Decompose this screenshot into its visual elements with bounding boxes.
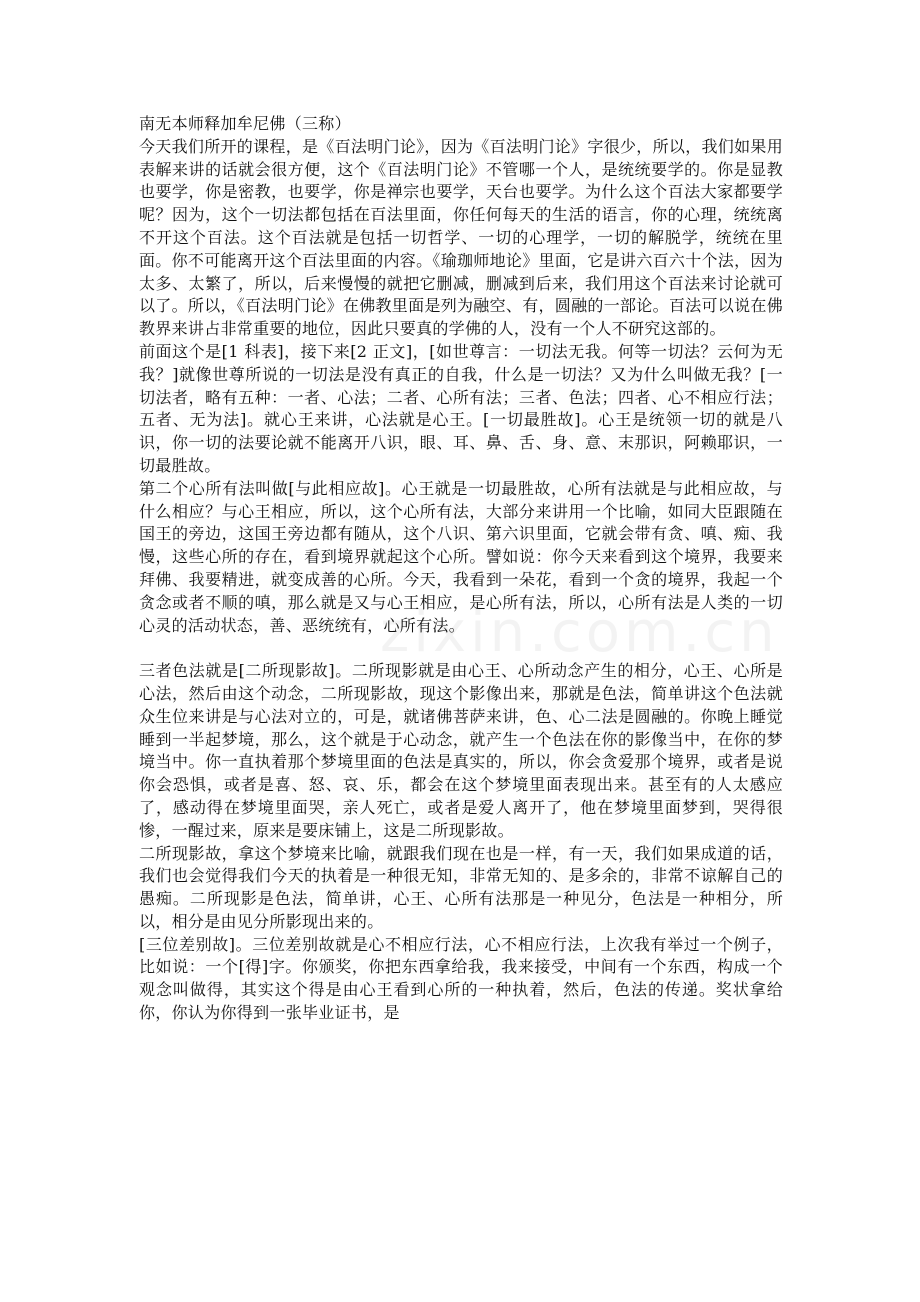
paragraph-3: 第二个心所有法叫做[与此相应故]。心王就是一切最胜故，心所有法就是与此相应故，与什么相应？与心王相应，所以，这个心所有法，大部分来讲用一个比喻，如同大臣跟随在国王的旁边，这国王旁边都有随从，这个八识、第六识里面，它就会带有贪、嗔、痴、我慢，这些心所的存在，看到境界就起这个心所。譬如说：你今天来看到这个境界，我要来拜佛、我要精进，就变成善的心所。今天，我看到一朵花，看到一个贪的境界，我起一个贪念或者不顺的嗔，那么就是又与心王相应，是心所有法，所以，心所有法是人类的一切心灵的活动状态，善、恶统统有，心所有法。 bbox=[139, 478, 783, 635]
paragraph-4: 三者色法就是[二所现影故]。二所现影就是由心王、心所动念产生的相分，心王、心所是心法，然后由这个动念，二所现影故，现这个影像出来，那就是色法，简单讲这个色法就众生位来讲是与心法对立的，可是，就诸佛菩萨来讲，色、心二法是圆融的。你晚上睡觉睡到一半起梦境，那么，这个就是于心动念，就产生一个色法在你的影像当中，在你的梦境当中。你一直执着那个梦境里面的色法是真实的，所以，你会贪爱那个境界，或者是说你会恐惧，或者是喜、怒、哀、乐，都会在这个梦境里面表现出来。甚至有的人太感应了，感动得在梦境里面哭，亲人死亡，或者是爱人离开了，他在梦境里面梦到，哭得很惨，一醒过来，原来是要床铺上，这是二所现影故。 bbox=[139, 661, 783, 840]
blank-line bbox=[139, 637, 783, 660]
paragraph-5: 二所现影故，拿这个梦境来比喻，就跟我们现在也是一样，有一天，我们如果成道的话，我们也会觉得我们今天的执着是一种很无知，非常无知的、是多余的，非常不谅解自己的愚痴。二所现影是色法，简单讲，心王、心所有法那是一种见分，色法是一种相分，所以，相分是由见分所影现出来的。 bbox=[139, 843, 783, 931]
paragraph-1: 今天我们所开的课程，是《百法明门论》，因为《百法明门论》字很少，所以，我们如果用表解来讲的话就会很方便，这个《百法明门论》不管哪一个人，是统统要学的。你是显教也要学，你是密教，也要学，你是禅宗也要学，天台也要学。为什么这个百法大家都要学呢？因为，这个一切法都包括在百法里面，你任何每天的生活的语言，你的心理，统统离不开这个百法。这个百法就是包括一切哲学、一切的心理学，一切的解脱学，统统在里面。你不可能离开这个百法里面的内容。《瑜珈师地论》里面，它是讲六百六十个法，因为太多、太繁了，所以，后来慢慢的就把它删减，删减到后来，我们用这个百法来讨论就可以了。所以，《百法明门论》在佛教里面是列为融空、有，圆融的一部论。百法可以说在佛教界来讲占非常重要的地位，因此只要真的学佛的人，没有一个人不研究这部的。 bbox=[139, 136, 784, 339]
paragraph-2: 前面这个是[1 科表]，接下来[2 正文]，[如世尊言：一切法无我。何等一切法？云何为无我？]就像世尊所说的一切法是没有真正的自我，什么是一切法？又为什么叫做无我？[一切法者，略有五种：一者、心法；二者、心所有法；三者、色法；四者、心不相应行法；五者、无为法]。就心王来讲，心法就是心王。[一切最胜故]。心王是统领一切的就是八识，你一切的法要论就不能离开八识，眼、耳、鼻、舌、身、意、末那识，阿赖耶识，一切最胜故。 bbox=[139, 341, 783, 475]
paragraph-6: [三位差别故]。三位差别故就是心不相应行法，心不相应行法，上次我有举过一个例子，比如说：一个[得]字。你颁奖，你把东西拿给我，我来接受，中间有一个东西，构成一个观念叫做得，其实这个得是由心王看到心所的一种执着，然后，色法的传递。奖状拿给你，你认为你得到一张毕业证书，是 bbox=[139, 934, 783, 1023]
document-title: 南无本师释加牟尼佛（三称） bbox=[139, 114, 351, 133]
document-body bbox=[139, 113, 783, 1025]
